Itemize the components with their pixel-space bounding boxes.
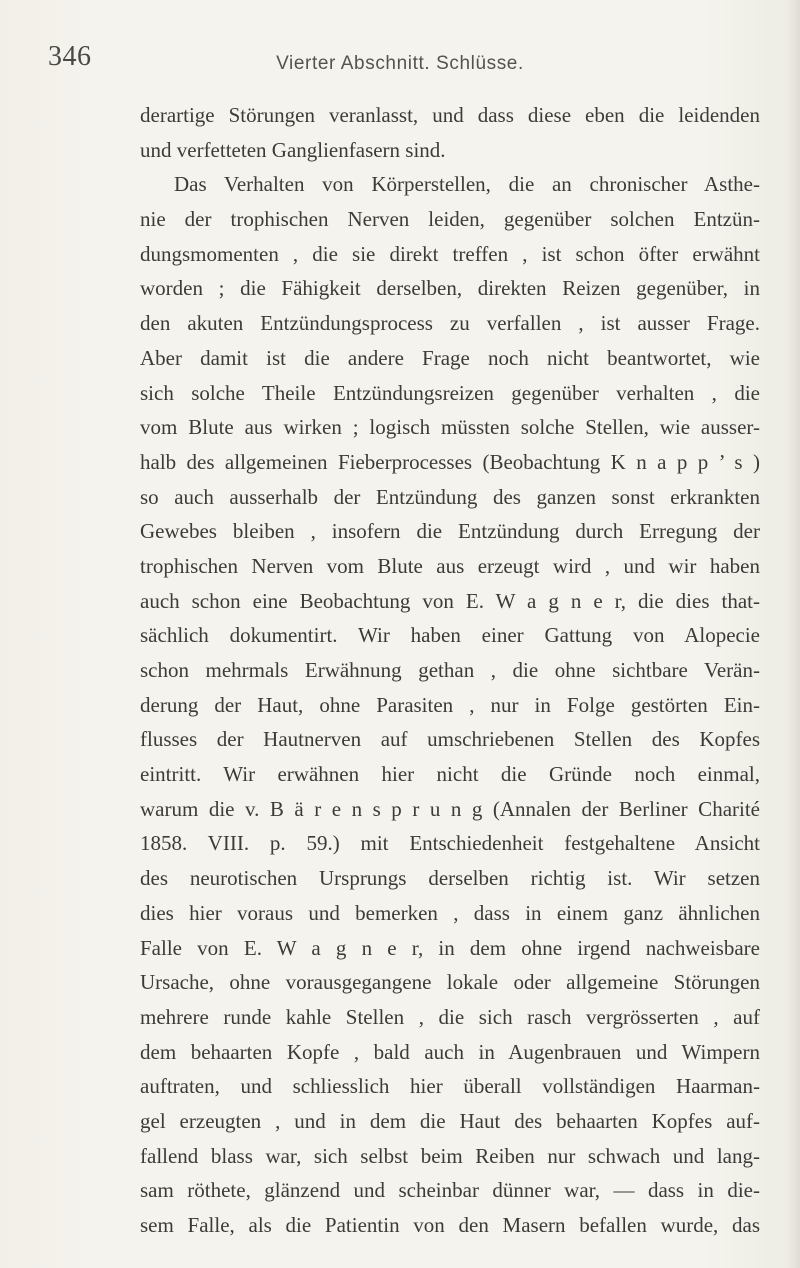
text-line: Gewebes bleiben , insofern die Entzündung durch Erregung der (140, 519, 760, 544)
body-text (140, 98, 760, 1243)
text-line: eintritt. Wir erwähnen hier nicht die Gründe noch einmal, (140, 762, 760, 787)
text-line: so auch ausserhalb der Entzündung des ganzen sonst erkrankten (140, 484, 760, 509)
text-line: dungsmomenten , die sie direkt treffen , ist schon öfter erwähnt (140, 241, 760, 266)
text-line: derartige Störungen veranlasst, und dass diese eben die leidenden (140, 103, 760, 127)
text-line: sem Falle, als die Patientin von den Masern befallen wurde, das (140, 1213, 760, 1237)
text-line: schon mehrmals Erwähnung gethan , die ohne sichtbare Verän- (140, 658, 760, 682)
text-line: derung der Haut, ohne Parasiten , nur in Folge gestörten Ein- (140, 692, 760, 717)
page-number: 346 (48, 41, 92, 72)
text-line: auch schon eine Beobachtung von E. W a g n e r, die dies that- (140, 588, 760, 613)
text-line: Aber damit ist die andere Frage noch nicht beantwortet, wie (140, 345, 760, 370)
text-line: auftraten, und schliesslich hier überall vollständigen Haarman- (140, 1074, 760, 1099)
text-line: dem behaarten Kopfe , bald auch in Augenbrauen und Wimpern (140, 1039, 760, 1064)
text-line: halb des allgemeinen Fieberprocesses (Beobachtung K n a p p ’ s ) (140, 449, 760, 474)
text-line: nie der trophischen Nerven leiden, gegenüber solchen Entzün- (140, 207, 760, 232)
text-line: worden ; die Fähigkeit derselben, direkten Reizen gegenüber, in (140, 276, 760, 301)
text-line: Falle von E. W a g n e r, in dem ohne irgend nachweisbare (140, 935, 760, 960)
page-edge-shadow (788, 0, 800, 1268)
text-line: fallend blass war, sich selbst beim Reiben nur schwach und lang- (140, 1143, 760, 1168)
text-line: 1858. VIII. p. 59.) mit Entschiedenheit festgehaltene Ansicht (140, 831, 760, 856)
text-line: und verfetteten Ganglienfasern sind. (140, 137, 446, 162)
text-line: vom Blute aus wirken ; logisch müssten solche Stellen, wie ausser- (140, 415, 760, 440)
text-line: Ursache, ohne vorausgegangene lokale oder allgemeine Störungen (140, 970, 760, 995)
text-line: mehrere runde kahle Stellen , die sich rasch vergrösserten , auf (140, 1004, 760, 1029)
text-line: trophischen Nerven vom Blute aus erzeugt wird , und wir haben (140, 553, 760, 578)
text-line: dies hier voraus und bemerken , dass in einem ganz ähnlichen (140, 900, 760, 925)
text-line: den akuten Entzündungsprocess zu verfallen , ist ausser Frage. (140, 311, 760, 336)
text-line: flusses der Hautnerven auf umschriebenen Stellen des Kopfes (140, 727, 760, 752)
text-line: sächlich dokumentirt. Wir haben einer Gattung von Alopecie (140, 623, 760, 648)
text-line: warum die v. B ä r e n s p r u n g (Annalen der Berliner Charité (140, 796, 760, 821)
text-line: des neurotischen Ursprungs derselben richtig ist. Wir setzen (140, 866, 760, 891)
text-line: sam röthete, glänzend und scheinbar dünner war, — dass in die- (140, 1178, 760, 1203)
running-title: Vierter Abschnitt. Schlüsse. (276, 53, 524, 74)
text-line: gel erzeugten , und in dem die Haut des behaarten Kopfes auf- (140, 1108, 760, 1133)
text-line: Das Verhalten von Körperstellen, die an chronischer Asthe- (174, 172, 760, 197)
text-line: sich solche Theile Entzündungsreizen gegenüber verhalten , die (140, 380, 760, 405)
